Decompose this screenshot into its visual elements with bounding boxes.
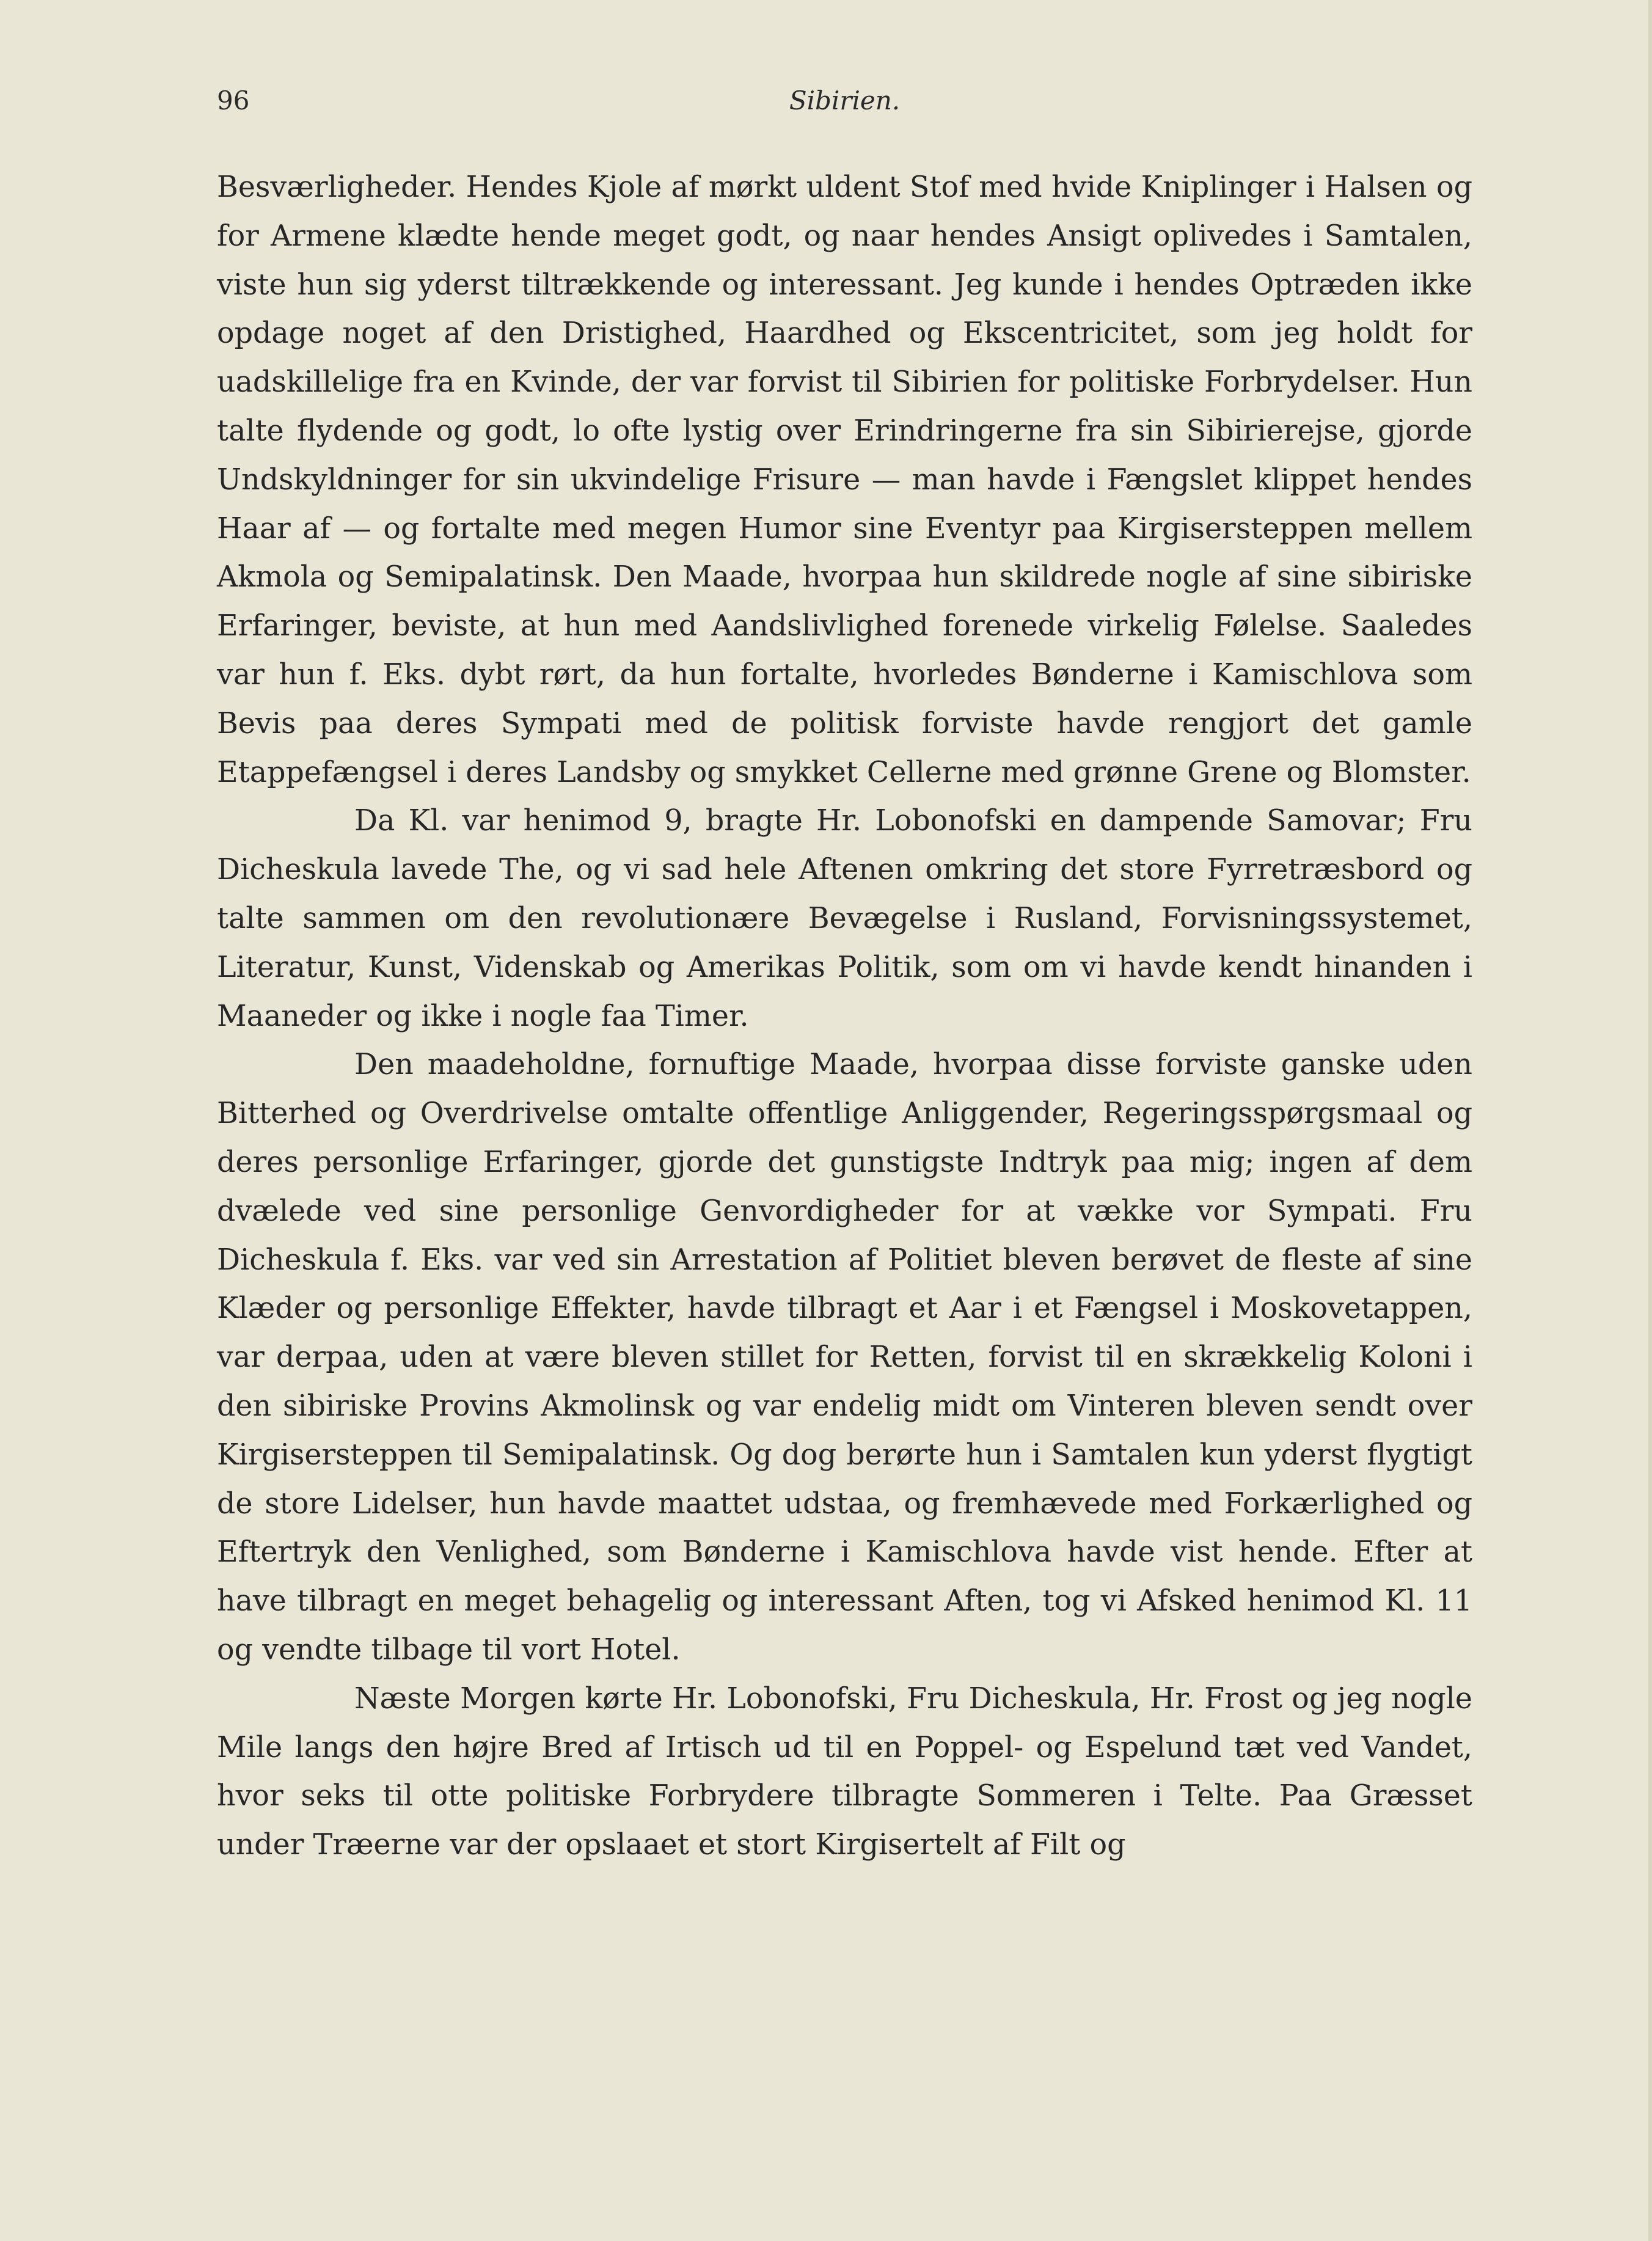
paragraph: Den maadeholdne, fornuftige Maade, hvorpaa disse forviste ganske uden Bitterhed og Overdrivelse omtalte offentlige Anliggender, Regeringsspørgsmaal og deres personlige Erfaringer, gjorde det gunstigste Indtryk paa mig; ingen af dem dvælede ved sine personlige Genvordigheder for at vække vor Sympati. Fru Dicheskula f. Eks. var ved sin Arrestation af Politiet bleven berøvet de fleste af sine Klæder og personlige Effekter, havde tilbragt et Aar i et Fængsel i Moskovetappen, var derpaa, uden at være bleven stillet for Retten, forvist til en skrækkelig Koloni i den sibiriske Provins Akmolinsk og var endelig midt om Vinteren bleven sendt over Kirgisersteppen til Semipalatinsk. Og dog berørte hun i Samtalen kun yderst flygtigt de store Lidelser, hun havde maattet udstaa, og fremhævede med Forkærlighed og Eftertryk den Venlighed, som Bønderne i Kamischlova havde vist hende. Efter at have tilbragt en meget behagelig og interessant Aften, tog vi Afsked henimod Kl. 11 og vendte tilbage til vort Hotel. (217, 1048, 1472, 1667)
paragraph: Da Kl. var henimod 9, bragte Hr. Lobonofski en dampende Samovar; Fru Dicheskula lavede The, og vi sad hele Aftenen omkring det store Fyrretræsbord og talte sammen om den revolutionære Bevægelse i Rusland, Forvisningssystemet, Literatur, Kunst, Videnskab og Amerikas Politik, som om vi havde kendt hinanden i Maaneder og ikke i nogle faa Timer. (217, 804, 1472, 1033)
paragraph-continuation: Besværligheder. Hendes Kjole af mørkt uldent Stof med hvide Kniplinger i Halsen og for Armene klædte hende meget godt, og naar hendes Ansigt oplivedes i Samtalen, viste hun sig yderst tiltrækkende og interessant. Jeg kunde i hendes Optræden ikke opdage noget af den Dristighed, Haardhed og Ekscentricitet, som jeg holdt for uadskillelige fra en Kvinde, der var forvist til Sibirien for politiske Forbrydelser. Hun talte flydende og godt, lo ofte lystig over Erindringerne fra sin Sibirierejse, gjorde Undskyldninger for sin ukvindelige Frisure — man havde i Fængslet klippet hendes Haar af — og fortalte med megen Humor sine Eventyr paa Kirgisersteppen mellem Akmola og Semipalatinsk. Den Maade, hvorpaa hun skildrede nogle af sine sibiriske Erfaringer, beviste, at hun med Aandslivlighed forenede virkelig Følelse. Saaledes var hun f. Eks. dybt rørt, da hun fortalte, hvorledes Bønderne i Kamischlova som Bevis paa deres Sympati med de politisk forviste havde rengjort det gamle Etappefængsel i deres Landsby og smykket Cellerne med grønne Grene og Blomster. (217, 170, 1472, 789)
page-number: 96 (217, 86, 250, 115)
body-text (217, 163, 1472, 1870)
paragraph: Næste Morgen kørte Hr. Lobonofski, Fru Dicheskula, Hr. Frost og jeg nogle Mile langs den højre Bred af Irtisch ud til en Poppel- og Espelund tæt ved Vandet, hvor seks til otte politiske Forbrydere tilbragte Sommeren i Telte. Paa Græsset under Træerne var der opslaaet et stort Kirgisertelt af Filt og (217, 1681, 1472, 1862)
page-edge (1648, 0, 1652, 2241)
running-title: Sibirien. (789, 86, 901, 115)
page-header (217, 86, 1472, 128)
